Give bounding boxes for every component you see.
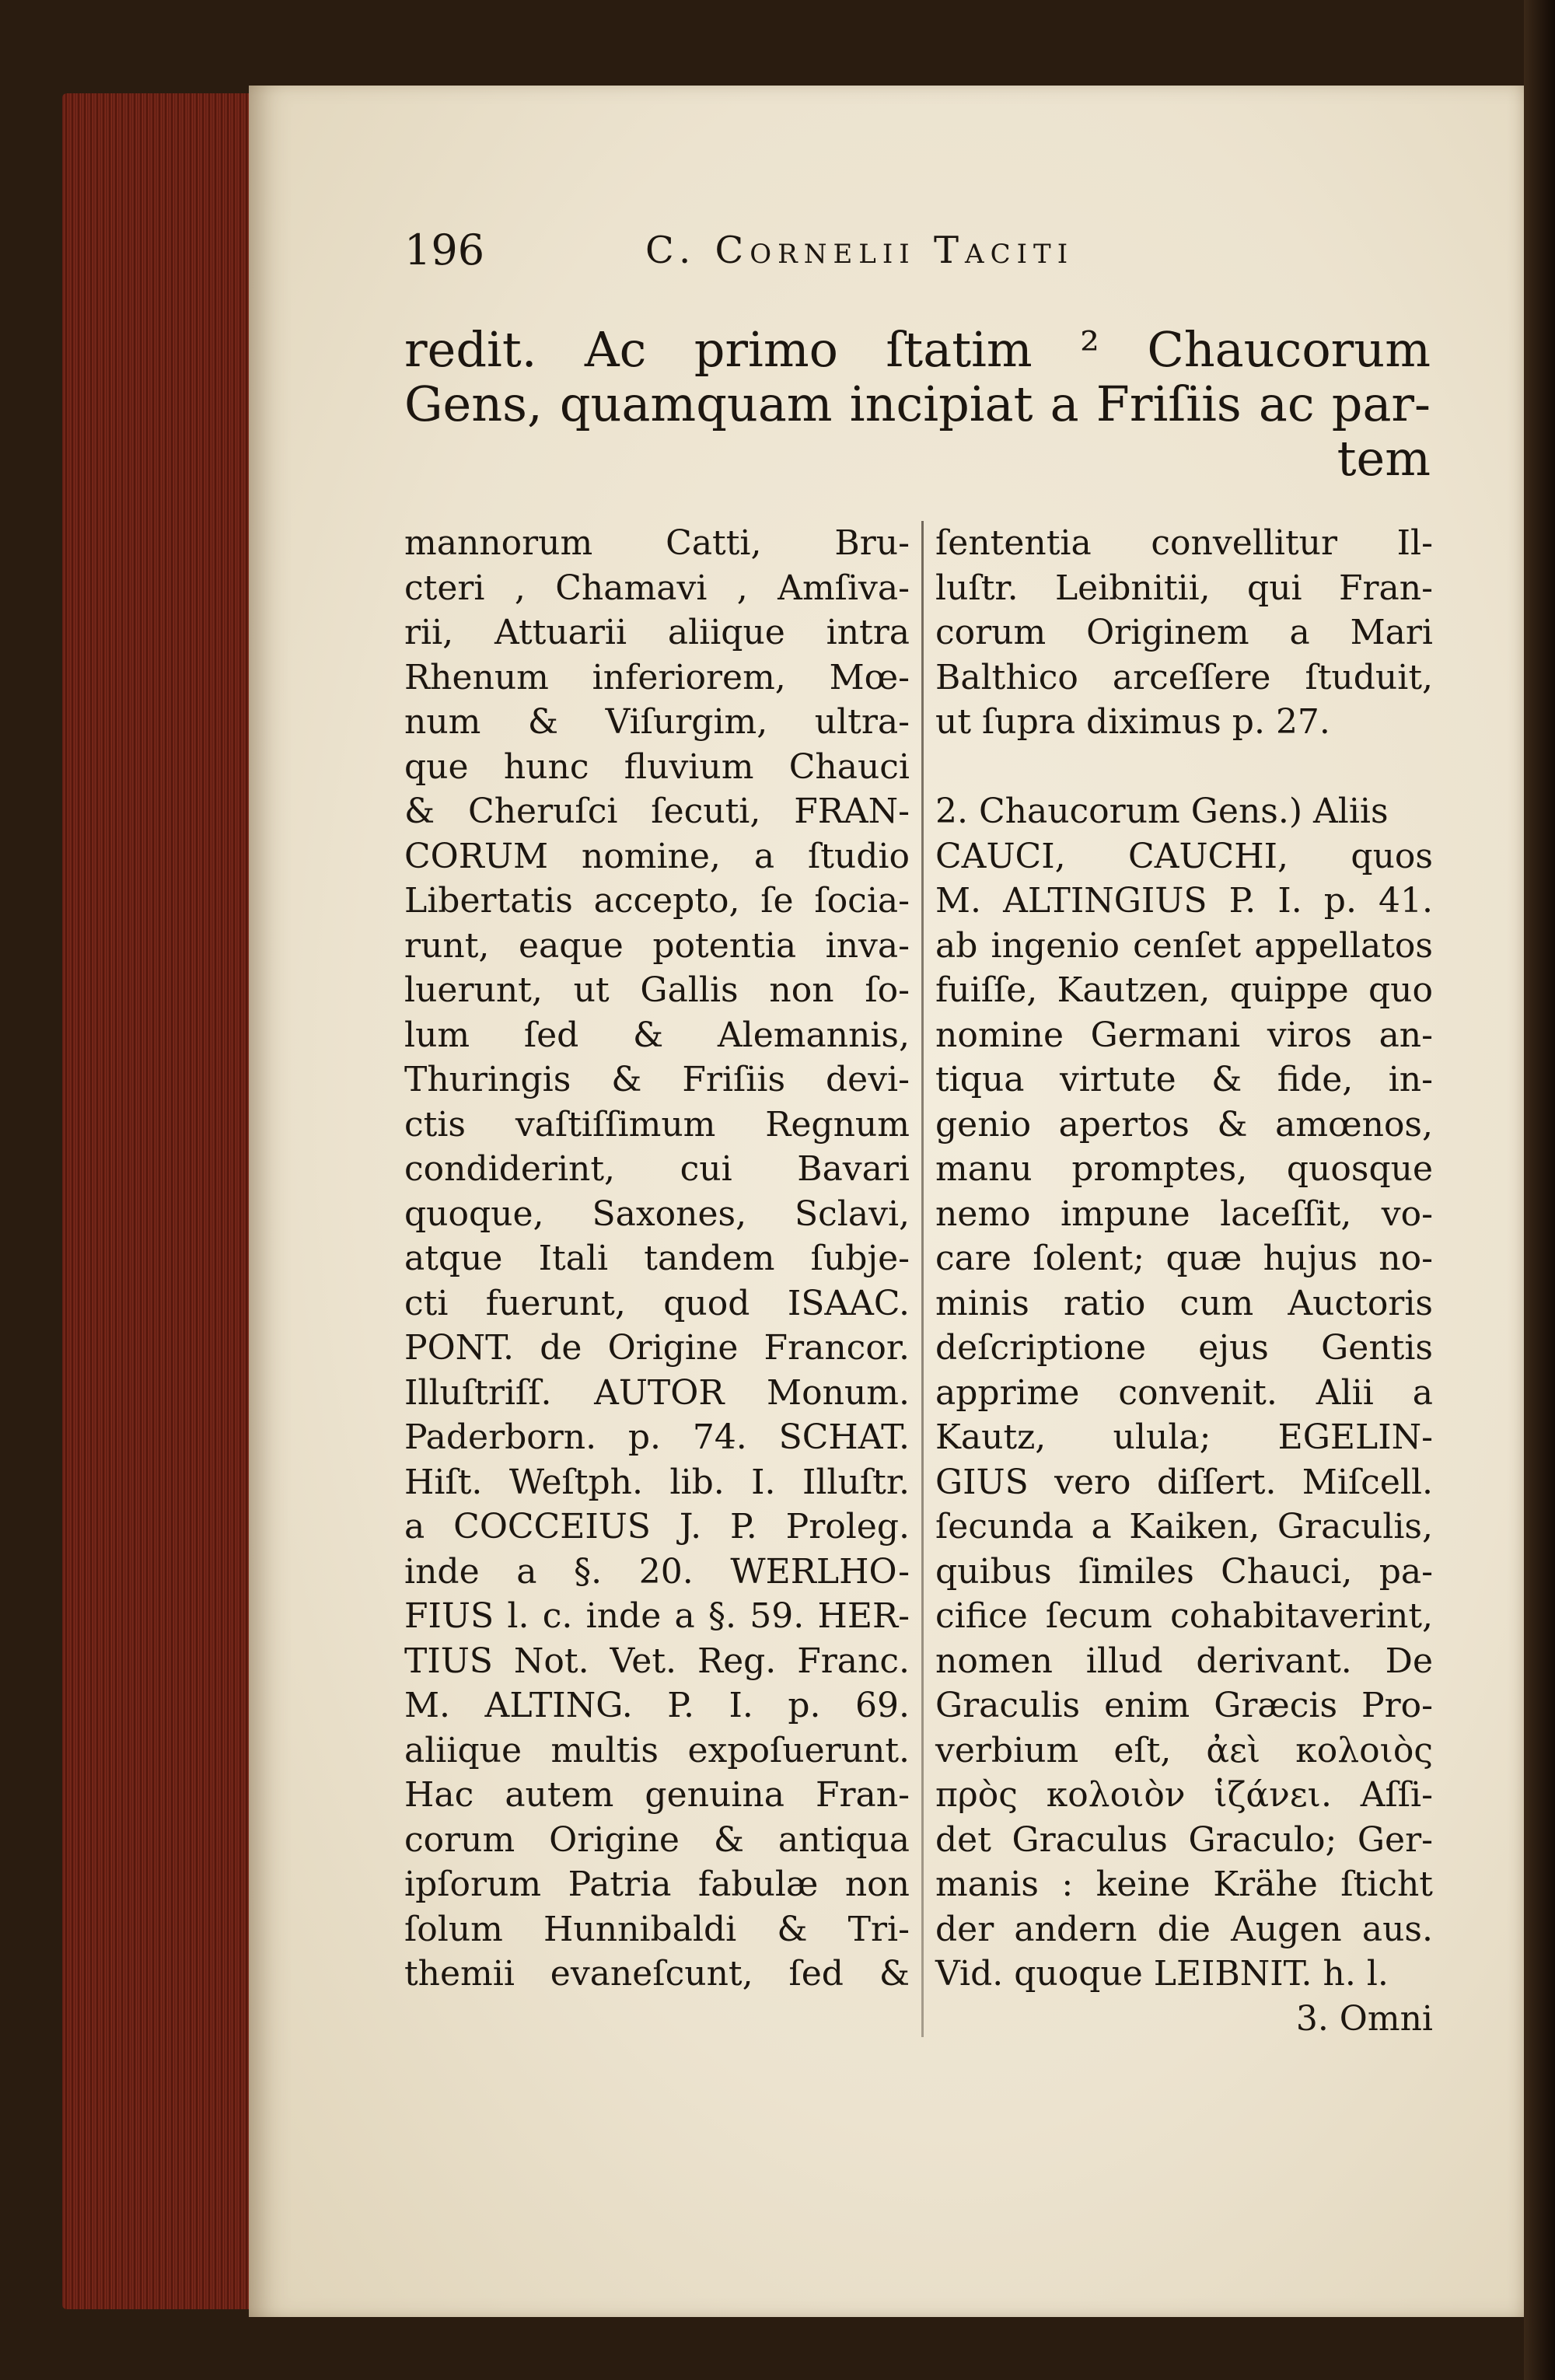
text-line: Balthico arceſſere ſtuduit,	[935, 657, 1433, 697]
text-line: atque Itali tandem ſubje-	[404, 1239, 910, 1278]
page-block-edge	[62, 93, 257, 2309]
text-line: M. ALTINGIUS P. I. p. 41.	[935, 881, 1433, 921]
text-line: ab ingenio cenſet appellatos	[935, 925, 1433, 966]
text-line: der andern die Augen aus.	[935, 1909, 1433, 1949]
text-line: πρὸς κολοιὸν ἱζάνει. Aſſi-	[935, 1775, 1433, 1815]
text-line: ſententia convellitur Il-	[935, 523, 1433, 563]
text-line: ctis vaſtiſſimum Regnum	[404, 1104, 910, 1145]
text-line: deſcriptione ejus Gentis	[935, 1328, 1433, 1368]
text-line: care ſolent; quæ hujus no-	[935, 1239, 1433, 1278]
lead-line: Gens, quamquam incipiat a Friſiis ac par-	[404, 376, 1431, 432]
text-line: cti fuerunt, quod ISAAC.	[404, 1283, 910, 1323]
text-line	[935, 745, 1433, 790]
text-line: corum Originem a Mari	[935, 613, 1433, 652]
text-line: fuiſſe, Kautzen, quippe quo	[935, 970, 1433, 1010]
text-line: aliique multis expoſuerunt.	[404, 1730, 910, 1770]
text-line: Illuſtriſſ. AUTOR Monum.	[404, 1372, 910, 1413]
text-line: det Graculus Graculo; Ger-	[935, 1819, 1433, 1860]
text-line: condiderint, cui Bavari	[404, 1149, 910, 1189]
text-line: CORUM nomine, a ſtudio	[404, 836, 910, 876]
text-line: runt, eaque potentia inva-	[404, 925, 910, 966]
lead-line: tem	[1337, 430, 1431, 487]
text-line: ut ſupra diximus p. 27.	[935, 702, 1330, 742]
page-number: 196	[404, 225, 485, 274]
text-line: minis ratio cum Auctoris	[935, 1283, 1433, 1323]
page-header	[404, 225, 1415, 288]
text-line: FIUS l. c. inde a §. 59. HER-	[404, 1596, 910, 1636]
text-line: cteri , Chamavi , Amſiva-	[404, 568, 910, 608]
running-title: C. Cornelii Taciti	[645, 229, 1075, 272]
text-line: que hunc fluvium Chauci	[404, 746, 910, 787]
text-line: Kautz, ulula; EGELIN-	[935, 1417, 1433, 1457]
text-line: manu promptes, quosque	[935, 1149, 1433, 1189]
text-line: corum Origine & antiqua	[404, 1819, 910, 1860]
text-line: Graculis enim Græcis Pro-	[935, 1686, 1433, 1725]
text-line: nomine Germani viros an-	[935, 1015, 1433, 1055]
text-line: a COCCEIUS J. P. Proleg.	[404, 1507, 910, 1546]
text-line: 2. Chaucorum Gens.) Aliis	[935, 792, 1389, 831]
text-line: Rhenum inferiorem, Mœ-	[404, 657, 910, 697]
text-line: CAUCI, CAUCHI, quos	[935, 836, 1433, 876]
text-line: verbium eſt, ἀεὶ κολοιὸς	[935, 1730, 1433, 1770]
text-line: quoque, Saxones, Sclavi,	[404, 1193, 910, 1234]
text-line: genio apertos & amœnos,	[935, 1104, 1433, 1145]
text-line: manis : keine Krähe ſticht	[935, 1865, 1433, 1904]
text-line: inde a §. 20. WERLHO-	[404, 1551, 910, 1592]
text-line: ipſorum Patria fabulæ non	[404, 1865, 910, 1904]
binding-shadow	[1524, 0, 1555, 2380]
text-line: num & Viſurgim, ultra-	[404, 702, 910, 742]
text-line: 3. Omni	[1295, 1998, 1433, 2039]
footnote-column-left	[404, 521, 910, 1997]
text-line: TIUS Not. Vet. Reg. Franc.	[404, 1641, 910, 1681]
text-line: rii, Attuarii aliique intra	[404, 613, 910, 652]
text-line: quibus ſimiles Chauci, pa-	[935, 1551, 1433, 1592]
text-line: mannorum Catti, Bru-	[404, 523, 910, 563]
text-line: apprime convenit. Alii a	[935, 1372, 1433, 1413]
text-line: & Cheruſci ſecuti, FRAN-	[404, 792, 910, 831]
text-line: Libertatis accepto, ſe ſocia-	[404, 881, 910, 921]
footnote-column-right	[935, 521, 1433, 2041]
text-line: tiqua virtute & fide, in-	[935, 1060, 1433, 1099]
text-line: themii evaneſcunt, ſed &	[404, 1954, 910, 1994]
column-divider	[921, 521, 924, 2037]
text-line: Hac autem genuina Fran-	[404, 1775, 910, 1815]
text-line: ſecunda a Kaiken, Graculis,	[935, 1507, 1433, 1546]
text-line: cifice ſecum cohabitaverint,	[935, 1596, 1433, 1636]
text-line: M. ALTING. P. I. p. 69.	[404, 1686, 910, 1725]
text-line: GIUS vero diſſert. Miſcell.	[935, 1462, 1433, 1502]
text-line: luſtr. Leibnitii, qui Fran-	[935, 568, 1433, 608]
text-line: nomen illud derivant. De	[935, 1641, 1433, 1681]
text-line: Thuringis & Friſiis devi-	[404, 1060, 910, 1099]
text-line: PONT. de Origine Francor.	[404, 1328, 910, 1368]
text-line: Hiſt. Weſtph. lib. I. Illuſtr.	[404, 1462, 910, 1502]
text-line: lum ſed & Alemannis,	[404, 1015, 910, 1055]
text-line: nemo impune laceſſit, vo-	[935, 1193, 1433, 1234]
lead-line: redit. Ac primo ſtatim ² Chaucorum	[404, 321, 1431, 378]
text-line: ſolum Hunnibaldi & Tri-	[404, 1909, 910, 1949]
text-line: luerunt, ut Gallis non ſo-	[404, 970, 910, 1010]
text-line: Vid. quoque LEIBNIT. h. l.	[935, 1954, 1389, 1994]
text-line: Paderborn. p. 74. SCHAT.	[404, 1417, 910, 1457]
